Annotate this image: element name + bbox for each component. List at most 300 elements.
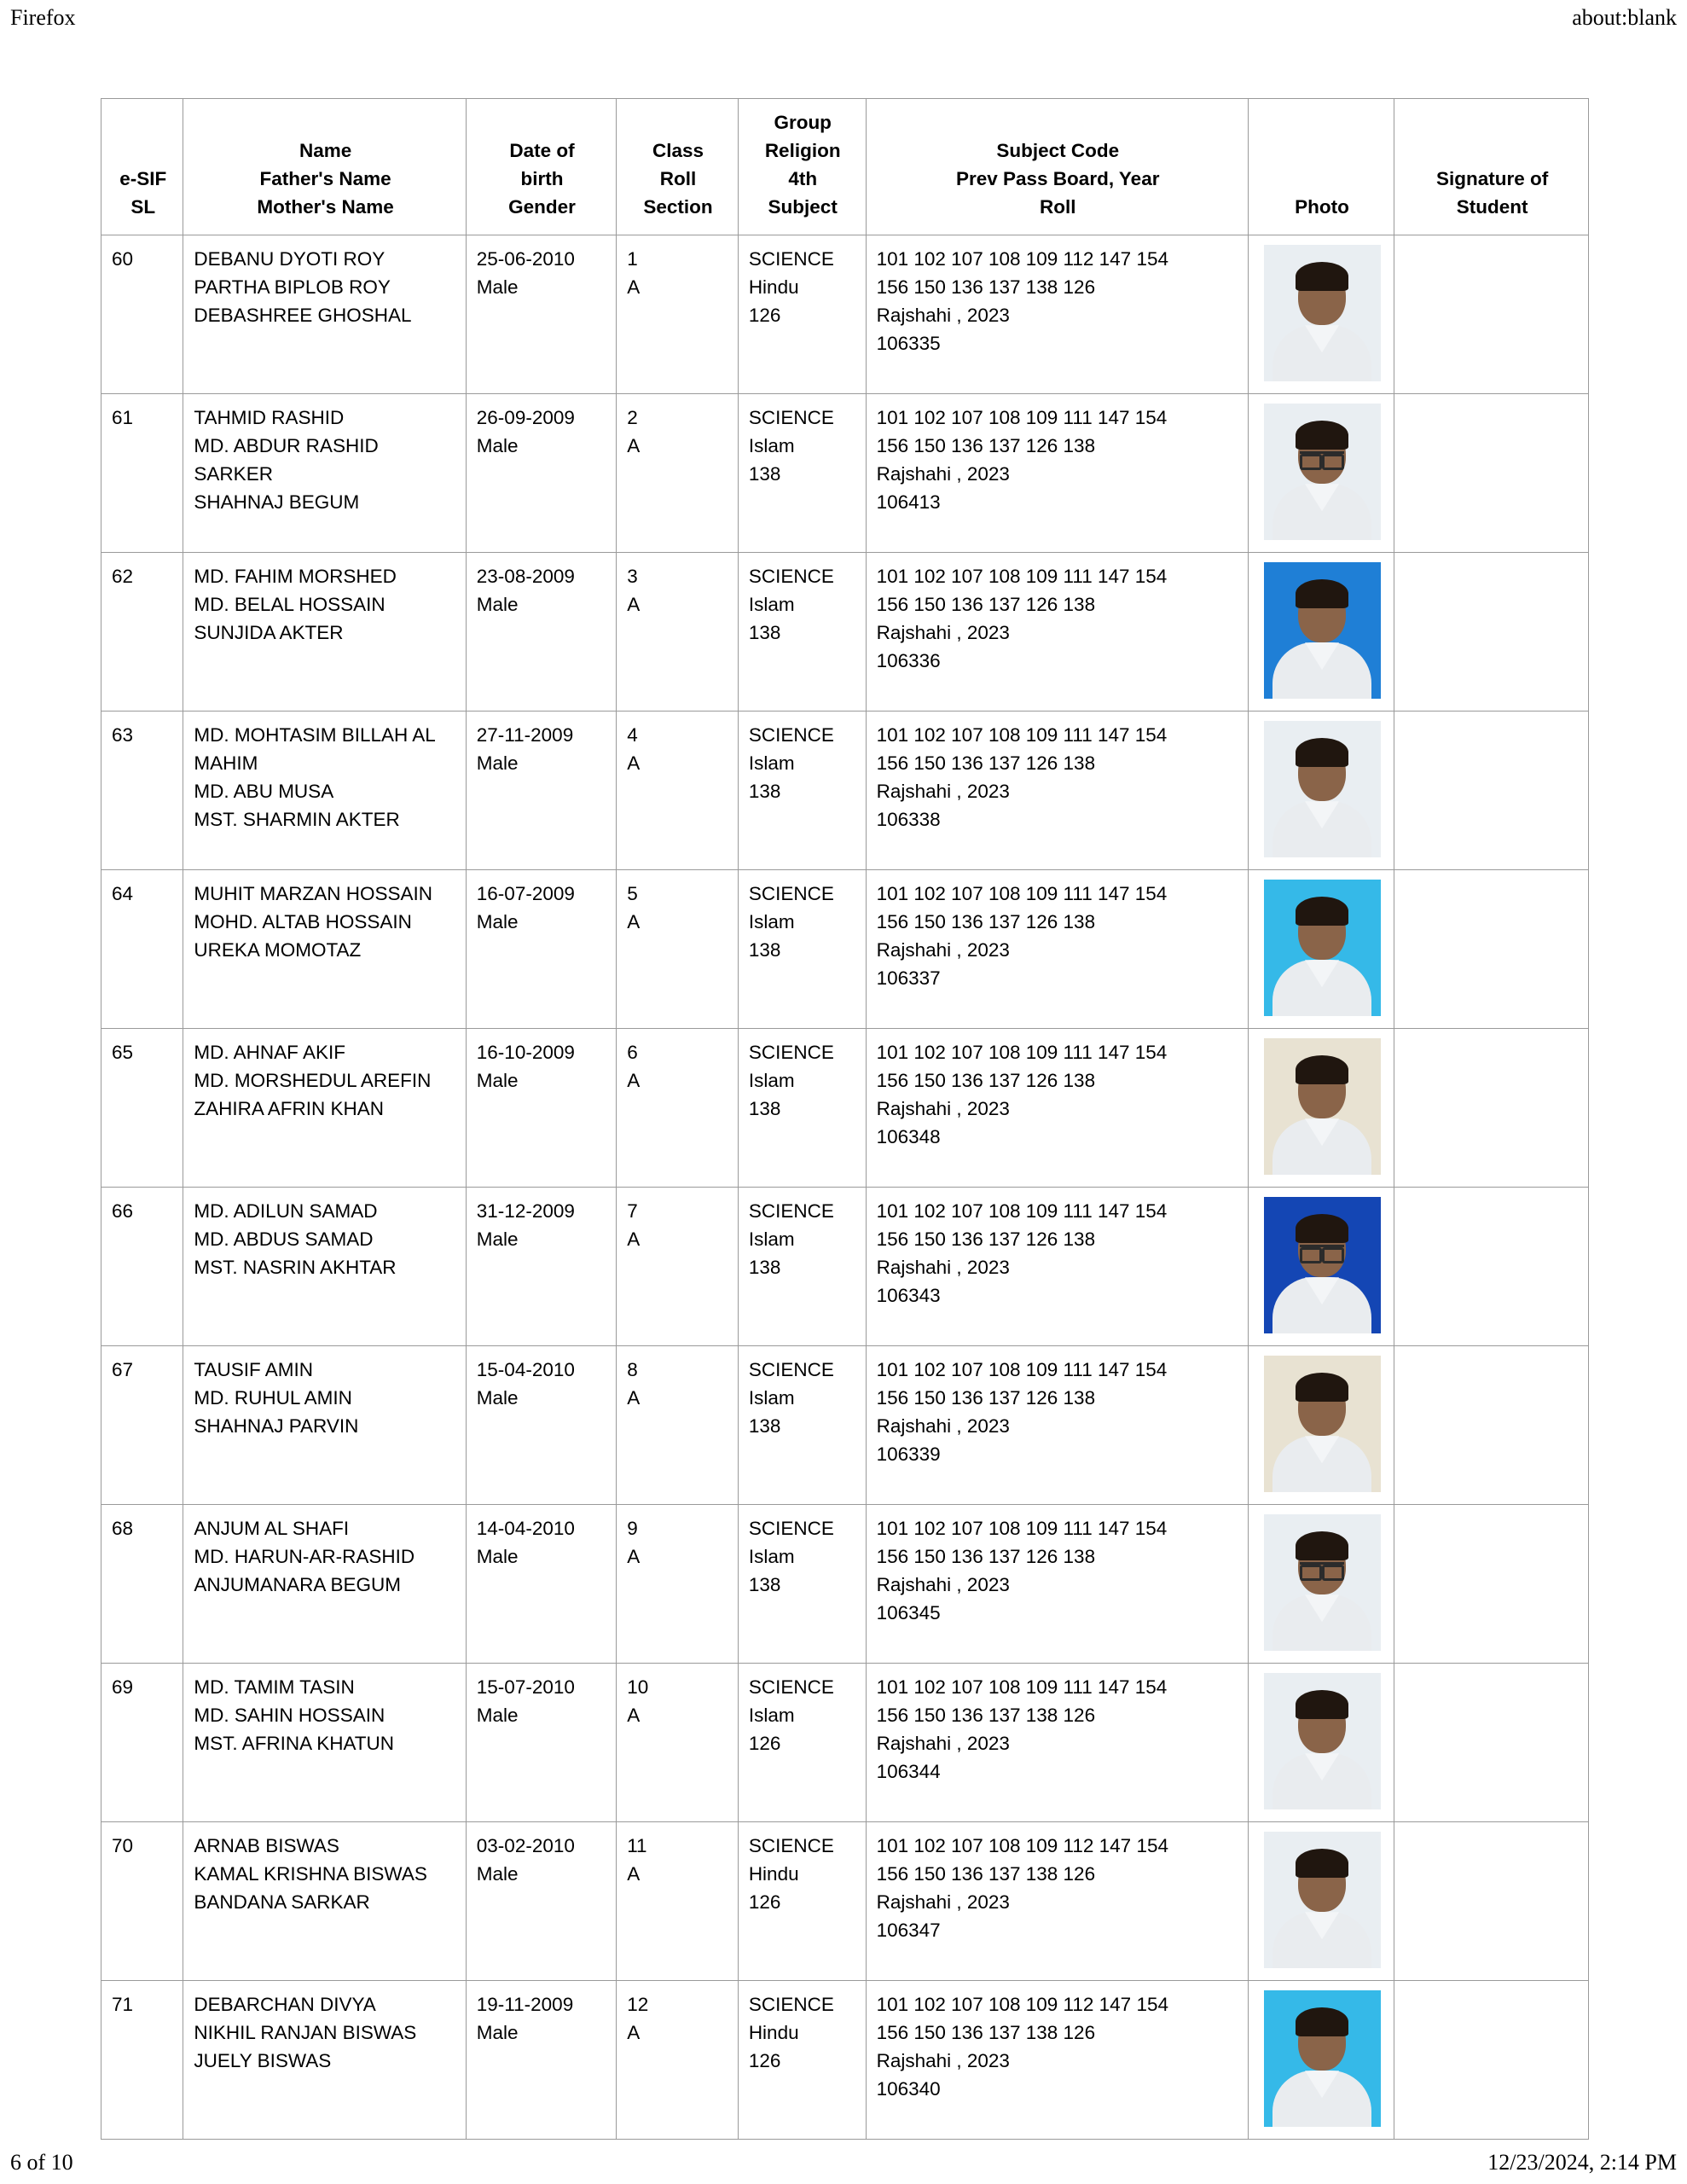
photo-hair <box>1296 1849 1348 1878</box>
cell-subject-code <box>866 1981 1248 2140</box>
cell-signature[interactable] <box>1394 1505 1589 1664</box>
cell-group-religion-subject-line: Islam <box>748 911 795 933</box>
cell-subject-code <box>866 394 1248 553</box>
cell-subject-code-line: Rajshahi , 2023 <box>876 2050 1010 2072</box>
cell-dob-line: 31-12-2009 <box>476 1200 575 1223</box>
cell-class-roll-section-line: A <box>627 1387 641 1409</box>
cell-photo <box>1248 870 1394 1029</box>
photo-hair <box>1296 1531 1348 1560</box>
column-header-subject-code: Subject Code Prev Pass Board, Year Roll <box>866 99 1248 235</box>
cell-name <box>183 1346 466 1505</box>
column-header-class: Class Roll Section <box>617 99 739 235</box>
column-header-signature: Signature of Student <box>1394 99 1589 235</box>
table-header-row <box>101 99 1589 235</box>
cell-group-religion-subject-line: 138 <box>748 622 781 644</box>
cell-name <box>183 1505 466 1664</box>
cell-name-line: DEBANU DYOTI ROY <box>194 248 386 270</box>
photo-hair <box>1296 1214 1348 1243</box>
cell-class-roll-section <box>617 1188 739 1346</box>
cell-signature[interactable] <box>1394 1188 1589 1346</box>
cell-group-religion-subject <box>738 1188 866 1346</box>
cell-name-line: MD. ABDUS SAMAD <box>194 1228 374 1251</box>
cell-sl <box>101 394 183 553</box>
photo-hair <box>1296 579 1348 608</box>
cell-subject-code-line: 101 102 107 108 109 112 147 154 <box>876 248 1168 270</box>
cell-dob <box>466 1981 616 2140</box>
cell-class-roll-section-line: A <box>627 2022 641 2044</box>
cell-group-religion-subject-line: Islam <box>748 1705 795 1727</box>
cell-subject-code-line: 156 150 136 137 126 138 <box>876 1070 1096 1092</box>
cell-class-roll-section-line: 11 <box>627 1835 647 1857</box>
cell-signature[interactable] <box>1394 1822 1589 1981</box>
print-header <box>0 5 1687 31</box>
cell-subject-code-line: 106348 <box>876 1126 941 1148</box>
cell-class-roll-section <box>617 1346 739 1505</box>
cell-dob-line: 14-04-2010 <box>476 1518 575 1540</box>
student-photo <box>1264 721 1381 857</box>
cell-group-religion-subject-line: 138 <box>748 463 781 485</box>
cell-dob-line: Male <box>476 1228 519 1251</box>
column-header-photo: Photo <box>1248 99 1394 235</box>
cell-signature[interactable] <box>1394 1029 1589 1188</box>
cell-name-line: BANDANA SARKAR <box>194 1891 370 1914</box>
cell-sl-line: 70 <box>112 1835 134 1857</box>
table-row <box>101 394 1589 553</box>
photo-glasses <box>1300 1245 1344 1257</box>
cell-subject-code-line: 106344 <box>876 1761 941 1783</box>
cell-name-line: MD. RUHUL AMIN <box>194 1387 352 1409</box>
cell-class-roll-section-line: 6 <box>627 1042 638 1064</box>
cell-photo <box>1248 1505 1394 1664</box>
cell-subject-code-line: Rajshahi , 2023 <box>876 1891 1010 1914</box>
student-photo <box>1264 880 1381 1016</box>
cell-name <box>183 235 466 394</box>
cell-class-roll-section-line: 12 <box>627 1994 649 2016</box>
cell-group-religion-subject-line: SCIENCE <box>748 1518 834 1540</box>
cell-sl <box>101 1188 183 1346</box>
cell-sl-line: 68 <box>112 1518 134 1540</box>
cell-class-roll-section-line: A <box>627 276 641 299</box>
cell-group-religion-subject <box>738 870 866 1029</box>
cell-group-religion-subject-line: Islam <box>748 752 795 775</box>
student-photo <box>1264 245 1381 381</box>
photo-hair <box>1296 421 1348 450</box>
cell-group-religion-subject-line: SCIENCE <box>748 1676 834 1699</box>
cell-signature[interactable] <box>1394 1981 1589 2140</box>
cell-class-roll-section <box>617 394 739 553</box>
cell-class-roll-section <box>617 870 739 1029</box>
cell-subject-code-line: 156 150 136 137 126 138 <box>876 911 1096 933</box>
column-header-name: Name Father's Name Mother's Name <box>183 99 466 235</box>
cell-dob-line: Male <box>476 435 519 457</box>
cell-subject-code-line: 156 150 136 137 126 138 <box>876 1228 1096 1251</box>
table-row <box>101 1188 1589 1346</box>
cell-sl-line: 64 <box>112 883 134 905</box>
cell-sl <box>101 1822 183 1981</box>
cell-name-line: MD. MOHTASIM BILLAH AL MAHIM <box>194 724 435 775</box>
cell-name-line: DEBASHREE GHOSHAL <box>194 305 412 327</box>
student-photo <box>1264 1038 1381 1175</box>
cell-photo <box>1248 1822 1394 1981</box>
cell-group-religion-subject-line: 126 <box>748 1891 781 1914</box>
cell-signature[interactable] <box>1394 1664 1589 1822</box>
cell-name-line: MST. NASRIN AKHTAR <box>194 1257 397 1279</box>
cell-sl-line: 65 <box>112 1042 134 1064</box>
cell-name-line: SHAHNAJ PARVIN <box>194 1415 359 1438</box>
cell-name-line: MD. HARUN-AR-RASHID <box>194 1546 415 1568</box>
cell-name-line: TAUSIF AMIN <box>194 1359 314 1381</box>
cell-subject-code-line: 101 102 107 108 109 111 147 154 <box>876 566 1168 588</box>
cell-group-religion-subject <box>738 235 866 394</box>
cell-class-roll-section-line: A <box>627 435 641 457</box>
cell-group-religion-subject-line: Islam <box>748 1228 795 1251</box>
cell-signature[interactable] <box>1394 394 1589 553</box>
cell-signature[interactable] <box>1394 712 1589 870</box>
cell-dob-line: Male <box>476 594 519 616</box>
cell-subject-code-line: Rajshahi , 2023 <box>876 463 1010 485</box>
student-photo <box>1264 1356 1381 1492</box>
table-body <box>101 235 1589 2140</box>
cell-dob-line: 27-11-2009 <box>476 724 574 746</box>
cell-sl-line: 71 <box>112 1994 134 2016</box>
cell-name-line: MST. SHARMIN AKTER <box>194 809 400 831</box>
cell-dob <box>466 394 616 553</box>
column-header-dob: Date of birth Gender <box>466 99 616 235</box>
cell-class-roll-section-line: 4 <box>627 724 638 746</box>
cell-name-line: MD. FAHIM MORSHED <box>194 566 397 588</box>
cell-dob-line: 15-07-2010 <box>476 1676 575 1699</box>
cell-name <box>183 712 466 870</box>
cell-subject-code-line: 106413 <box>876 491 941 514</box>
cell-dob <box>466 235 616 394</box>
page-number: 6 of 10 <box>10 2150 73 2175</box>
cell-sl <box>101 1664 183 1822</box>
cell-group-religion-subject <box>738 553 866 712</box>
cell-photo <box>1248 394 1394 553</box>
cell-subject-code-line: 106347 <box>876 1920 941 1942</box>
cell-dob-line: 15-04-2010 <box>476 1359 575 1381</box>
cell-subject-code-line: 156 150 136 137 126 138 <box>876 752 1096 775</box>
cell-name-line: ZAHIRA AFRIN KHAN <box>194 1098 384 1120</box>
cell-group-religion-subject-line: Islam <box>748 1387 795 1409</box>
student-information-table <box>101 98 1589 2140</box>
table-row <box>101 553 1589 712</box>
print-timestamp: 12/23/2024, 2:14 PM <box>1487 2150 1677 2175</box>
cell-subject-code <box>866 1188 1248 1346</box>
student-photo <box>1264 1197 1381 1333</box>
cell-name-line: SHAHNAJ BEGUM <box>194 491 360 514</box>
cell-name <box>183 553 466 712</box>
cell-class-roll-section-line: A <box>627 1228 641 1251</box>
cell-subject-code-line: 101 102 107 108 109 112 147 154 <box>876 1994 1168 2016</box>
cell-class-roll-section <box>617 1505 739 1664</box>
cell-subject-code-line: 101 102 107 108 109 111 147 154 <box>876 724 1168 746</box>
cell-name <box>183 1029 466 1188</box>
cell-sl <box>101 1505 183 1664</box>
cell-group-religion-subject-line: 138 <box>748 1574 781 1596</box>
cell-name-line: UREKA MOMOTAZ <box>194 939 362 961</box>
cell-signature[interactable] <box>1394 1346 1589 1505</box>
browser-name: Firefox <box>10 5 76 30</box>
cell-class-roll-section-line: 8 <box>627 1359 638 1381</box>
cell-name-line: JUELY BISWAS <box>194 2050 332 2072</box>
cell-class-roll-section-line: 1 <box>627 248 638 270</box>
cell-dob <box>466 712 616 870</box>
cell-group-religion-subject-line: 138 <box>748 1098 781 1120</box>
table-row <box>101 870 1589 1029</box>
cell-subject-code-line: Rajshahi , 2023 <box>876 305 1010 327</box>
cell-group-religion-subject-line: SCIENCE <box>748 1994 834 2016</box>
cell-dob-line: 19-11-2009 <box>476 1994 574 2016</box>
cell-class-roll-section-line: A <box>627 1070 641 1092</box>
cell-sl <box>101 235 183 394</box>
cell-photo <box>1248 1188 1394 1346</box>
cell-subject-code <box>866 1346 1248 1505</box>
cell-dob-line: Male <box>476 752 519 775</box>
cell-group-religion-subject <box>738 712 866 870</box>
cell-subject-code <box>866 1029 1248 1188</box>
cell-subject-code-line: Rajshahi , 2023 <box>876 1415 1010 1438</box>
cell-subject-code-line: 156 150 136 137 126 138 <box>876 594 1096 616</box>
column-header-group: Group Religion 4th Subject <box>738 99 866 235</box>
cell-subject-code-line: 156 150 136 137 138 126 <box>876 1863 1096 1885</box>
cell-name <box>183 1664 466 1822</box>
cell-group-religion-subject <box>738 1664 866 1822</box>
photo-hair <box>1296 1373 1348 1402</box>
student-photo <box>1264 1832 1381 1968</box>
cell-dob-line: Male <box>476 1070 519 1092</box>
cell-name <box>183 870 466 1029</box>
cell-sl-line: 67 <box>112 1359 134 1381</box>
cell-signature[interactable] <box>1394 553 1589 712</box>
cell-group-religion-subject-line: 126 <box>748 2050 781 2072</box>
cell-dob-line: 25-06-2010 <box>476 248 575 270</box>
cell-group-religion-subject-line: Hindu <box>748 1863 799 1885</box>
cell-class-roll-section-line: A <box>627 1546 641 1568</box>
cell-name <box>183 1822 466 1981</box>
cell-sl <box>101 1029 183 1188</box>
cell-name-line: MD. BELAL HOSSAIN <box>194 594 386 616</box>
cell-sl-line: 63 <box>112 724 134 746</box>
cell-class-roll-section-line: A <box>627 911 641 933</box>
photo-hair <box>1296 2007 1348 2036</box>
cell-subject-code-line: 106337 <box>876 967 941 990</box>
student-photo <box>1264 404 1381 540</box>
cell-subject-code-line: 101 102 107 108 109 111 147 154 <box>876 1359 1168 1381</box>
cell-sl <box>101 1981 183 2140</box>
cell-class-roll-section-line: 5 <box>627 883 638 905</box>
cell-subject-code <box>866 870 1248 1029</box>
cell-group-religion-subject-line: 126 <box>748 1733 781 1755</box>
cell-class-roll-section-line: 7 <box>627 1200 638 1223</box>
cell-sl <box>101 1346 183 1505</box>
cell-group-religion-subject-line: Islam <box>748 1546 795 1568</box>
cell-dob-line: Male <box>476 911 519 933</box>
cell-subject-code-line: 106336 <box>876 650 941 672</box>
cell-group-religion-subject-line: 138 <box>748 939 781 961</box>
cell-dob <box>466 1505 616 1664</box>
cell-group-religion-subject-line: 138 <box>748 1257 781 1279</box>
cell-group-religion-subject-line: 138 <box>748 781 781 803</box>
cell-name-line: TAHMID RASHID <box>194 407 345 429</box>
cell-group-religion-subject-line: SCIENCE <box>748 724 834 746</box>
cell-group-religion-subject-line: SCIENCE <box>748 1835 834 1857</box>
cell-sl-line: 62 <box>112 566 134 588</box>
cell-class-roll-section <box>617 235 739 394</box>
cell-dob <box>466 1664 616 1822</box>
cell-subject-code-line: Rajshahi , 2023 <box>876 781 1010 803</box>
cell-sl-line: 60 <box>112 248 134 270</box>
cell-group-religion-subject-line: SCIENCE <box>748 248 834 270</box>
print-footer <box>0 2150 1687 2175</box>
cell-photo <box>1248 1029 1394 1188</box>
cell-name-line: NIKHIL RANJAN BISWAS <box>194 2022 417 2044</box>
cell-dob <box>466 1188 616 1346</box>
table-row <box>101 1981 1589 2140</box>
cell-group-religion-subject <box>738 1029 866 1188</box>
cell-name <box>183 1981 466 2140</box>
cell-sl <box>101 870 183 1029</box>
cell-group-religion-subject-line: Islam <box>748 435 795 457</box>
table-row <box>101 712 1589 870</box>
table-row <box>101 1822 1589 1981</box>
cell-class-roll-section <box>617 1664 739 1822</box>
cell-group-religion-subject <box>738 1505 866 1664</box>
cell-subject-code-line: 106339 <box>876 1443 941 1466</box>
cell-class-roll-section-line: 3 <box>627 566 638 588</box>
cell-group-religion-subject <box>738 394 866 553</box>
cell-dob <box>466 870 616 1029</box>
cell-name-line: MD. ADILUN SAMAD <box>194 1200 378 1223</box>
cell-dob <box>466 1822 616 1981</box>
cell-sl-line: 66 <box>112 1200 134 1223</box>
cell-subject-code-line: Rajshahi , 2023 <box>876 1257 1010 1279</box>
cell-group-religion-subject-line: SCIENCE <box>748 566 834 588</box>
cell-dob-line: Male <box>476 1705 519 1727</box>
cell-group-religion-subject-line: Islam <box>748 1070 795 1092</box>
cell-group-religion-subject-line: 126 <box>748 305 781 327</box>
cell-subject-code-line: Rajshahi , 2023 <box>876 939 1010 961</box>
cell-photo <box>1248 553 1394 712</box>
cell-name-line: MD. ABU MUSA <box>194 781 334 803</box>
page-url: about:blank <box>1572 5 1677 30</box>
cell-subject-code-line: 156 150 136 137 126 138 <box>876 1546 1096 1568</box>
cell-dob-line: Male <box>476 1546 519 1568</box>
cell-subject-code-line: 106335 <box>876 333 941 355</box>
cell-subject-code-line: 156 150 136 137 126 138 <box>876 1387 1096 1409</box>
cell-class-roll-section-line: 2 <box>627 407 638 429</box>
photo-hair <box>1296 897 1348 926</box>
photo-hair <box>1296 1690 1348 1719</box>
table-row <box>101 1505 1589 1664</box>
cell-group-religion-subject-line: 138 <box>748 1415 781 1438</box>
cell-name <box>183 1188 466 1346</box>
table-row <box>101 1029 1589 1188</box>
cell-subject-code <box>866 553 1248 712</box>
cell-class-roll-section-line: A <box>627 1705 641 1727</box>
cell-class-roll-section-line: A <box>627 594 641 616</box>
cell-name-line: MST. AFRINA KHATUN <box>194 1733 395 1755</box>
cell-subject-code-line: 101 102 107 108 109 111 147 154 <box>876 1200 1168 1223</box>
cell-dob <box>466 1029 616 1188</box>
photo-hair <box>1296 738 1348 767</box>
cell-name-line: MD. SAHIN HOSSAIN <box>194 1705 386 1727</box>
cell-subject-code <box>866 1505 1248 1664</box>
cell-sl-line: 61 <box>112 407 134 429</box>
cell-group-religion-subject-line: SCIENCE <box>748 1200 834 1223</box>
cell-subject-code-line: Rajshahi , 2023 <box>876 1733 1010 1755</box>
cell-dob-line: Male <box>476 1387 519 1409</box>
cell-name-line: ANJUM AL SHAFI <box>194 1518 350 1540</box>
cell-dob-line: 26-09-2009 <box>476 407 575 429</box>
cell-subject-code <box>866 712 1248 870</box>
cell-group-religion-subject <box>738 1981 866 2140</box>
cell-subject-code-line: Rajshahi , 2023 <box>876 1574 1010 1596</box>
cell-name-line: ARNAB BISWAS <box>194 1835 339 1857</box>
cell-subject-code-line: 156 150 136 137 138 126 <box>876 1705 1096 1727</box>
cell-group-religion-subject-line: Islam <box>748 594 795 616</box>
cell-name-line: SUNJIDA AKTER <box>194 622 344 644</box>
cell-photo <box>1248 1346 1394 1505</box>
cell-subject-code-line: 156 150 136 137 138 126 <box>876 276 1096 299</box>
cell-subject-code-line: 101 102 107 108 109 111 147 154 <box>876 407 1168 429</box>
cell-dob-line: 16-10-2009 <box>476 1042 575 1064</box>
cell-class-roll-section <box>617 712 739 870</box>
table-row <box>101 1664 1589 1822</box>
cell-dob-line: 16-07-2009 <box>476 883 575 905</box>
cell-sl-line: 69 <box>112 1676 134 1699</box>
cell-subject-code-line: 106345 <box>876 1602 941 1624</box>
cell-name-line: ANJUMANARA BEGUM <box>194 1574 401 1596</box>
cell-signature[interactable] <box>1394 235 1589 394</box>
cell-subject-code-line: 156 150 136 137 138 126 <box>876 2022 1096 2044</box>
cell-subject-code <box>866 235 1248 394</box>
cell-name <box>183 394 466 553</box>
column-header-sl: e-SIF SL <box>101 99 183 235</box>
cell-subject-code <box>866 1664 1248 1822</box>
cell-name-line: PARTHA BIPLOB ROY <box>194 276 391 299</box>
cell-group-religion-subject-line: SCIENCE <box>748 1359 834 1381</box>
cell-subject-code-line: 101 102 107 108 109 111 147 154 <box>876 1676 1168 1699</box>
cell-group-religion-subject-line: SCIENCE <box>748 883 834 905</box>
cell-group-religion-subject-line: SCIENCE <box>748 407 834 429</box>
cell-name-line: MOHD. ALTAB HOSSAIN <box>194 911 412 933</box>
cell-dob-line: Male <box>476 276 519 299</box>
photo-glasses <box>1300 1562 1344 1574</box>
photo-hair <box>1296 262 1348 291</box>
photo-hair <box>1296 1055 1348 1084</box>
cell-name-line: MD. AHNAF AKIF <box>194 1042 345 1064</box>
cell-photo <box>1248 712 1394 870</box>
cell-name-line: MUHIT MARZAN HOSSAIN <box>194 883 433 905</box>
cell-dob-line: Male <box>476 1863 519 1885</box>
cell-subject-code <box>866 1822 1248 1981</box>
cell-class-roll-section-line: 10 <box>627 1676 649 1699</box>
cell-class-roll-section-line: A <box>627 752 641 775</box>
cell-subject-code-line: 101 102 107 108 109 112 147 154 <box>876 1835 1168 1857</box>
cell-group-religion-subject <box>738 1822 866 1981</box>
cell-signature[interactable] <box>1394 870 1589 1029</box>
student-photo <box>1264 1990 1381 2127</box>
student-information-table-wrapper <box>101 98 1589 2140</box>
cell-sl <box>101 712 183 870</box>
cell-photo <box>1248 235 1394 394</box>
cell-subject-code-line: 101 102 107 108 109 111 147 154 <box>876 1518 1168 1540</box>
cell-subject-code-line: Rajshahi , 2023 <box>876 1098 1010 1120</box>
cell-class-roll-section <box>617 1029 739 1188</box>
table-row <box>101 1346 1589 1505</box>
cell-group-religion-subject-line: Hindu <box>748 2022 799 2044</box>
